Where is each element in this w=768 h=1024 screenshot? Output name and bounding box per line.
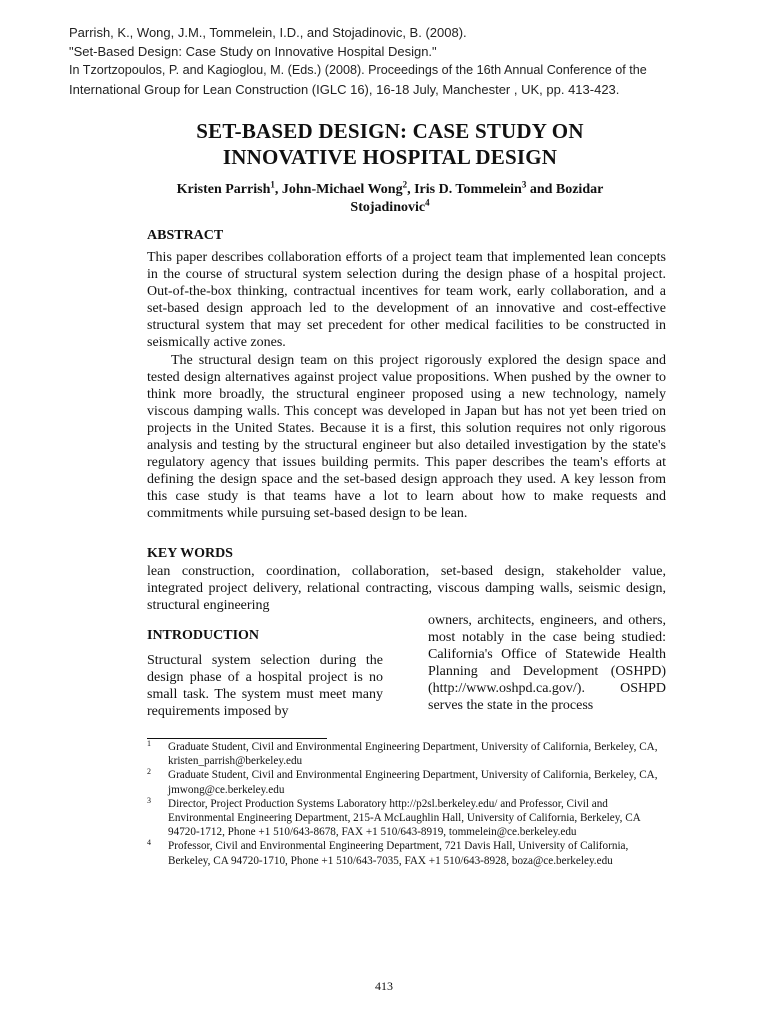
footnote-number: 1 [147, 739, 151, 748]
author-name: John-Michael Wong [281, 182, 403, 197]
author-name: Stojadinovic [350, 200, 426, 215]
footnote-number: 2 [147, 767, 151, 777]
author-affiliation-mark: 3 [521, 179, 527, 190]
author-affiliation-mark: 2 [402, 179, 408, 190]
footnotes [147, 740, 667, 868]
introduction-heading: INTRODUCTION [147, 628, 260, 643]
author-separator: , [407, 182, 415, 197]
footnote [147, 839, 667, 867]
author-name: Kristen Parrish [176, 182, 271, 197]
citation-line-4: International Group for Lean Construction (IGLC 16), 16-18 July, Manchester , UK, pp. 413-423. [69, 82, 620, 97]
citation-line-2: "Set-Based Design: Case Study on Innovative Hospital Design." [69, 44, 437, 59]
author-separator: , [274, 182, 282, 197]
footnote-number: 3 [147, 795, 151, 805]
introduction-right-column: owners, architects, engineers, and others, most notably in the case being studied: California's Office of Statewide Health Planning and Development (OSHPD)(http://www.oshpd.ca.gov/). OSHPD serves the state in the process [428, 613, 666, 714]
abstract-heading: ABSTRACT [147, 228, 224, 243]
footnote-divider [147, 738, 327, 739]
footnote [147, 797, 667, 840]
footnote-number: 4 [147, 838, 151, 848]
keywords-text: lean construction, coordination, collaboration, set-based design, stakeholder value, integrated project delivery, relational contracting, viscous damping walls, seismic design, structural engineering [147, 564, 666, 614]
footnote-text: Graduate Student, Civil and Environmental Engineering Department, University of California, Berkeley, CA, kristen_parrish@berkeley.edu [168, 741, 658, 768]
footnote [147, 768, 667, 796]
title-line-1: SET-BASED DESIGN: CASE STUDY ON [196, 119, 584, 143]
author-name: Iris D. Tommelein [414, 182, 522, 197]
author-list [130, 181, 650, 217]
author-separator: and Bozidar [526, 182, 604, 197]
paper-title [120, 118, 660, 170]
citation-line-3: In Tzortzopoulos, P. and Kagioglou, M. (Eds.) (2008). Proceedings of the 16th Annual Conference of the [69, 63, 647, 77]
footnote-text: Professor, Civil and Environmental Engineering Department, 721 Davis Hall, University of California, Berkeley, CA 94720-1710, Phone +1 510/643-7035, FAX +1 510/643-8928, boza@ce.berkeley.edu [168, 840, 629, 867]
footnote-text: Director, Project Production Systems Laboratory http://p2sl.berkeley.edu/ and Professor, Civil and Environmental Engineering Department, 215-A McLaughlin Hall, University of California, Berkeley, CA 94720-1712, Phone +1 510/643-8678, FAX +1 510/643-8919, tommelein@ce.berkeley.edu [168, 797, 641, 839]
abstract-paragraph-1: This paper describes collaboration efforts of a project team that implemented lean concepts in the course of structural system selection during the design phase of a hospital project. Out-of-the-box thinking, contractual incentives for team work, early collaboration, and a set-based design approach led to the development of an innovative and cost-effective structural system that may set precedent for other medical facilities to be constructed in seismically active zones. [147, 250, 666, 351]
citation-block [69, 23, 759, 99]
title-line-2: INNOVATIVE HOSPITAL DESIGN [222, 145, 558, 169]
keywords-heading: KEY WORDS [147, 546, 233, 561]
author-affiliation-mark: 4 [425, 197, 430, 208]
abstract-body [147, 249, 666, 523]
page-number: 413 [375, 979, 393, 993]
abstract-paragraph-2: The structural design team on this project rigorously explored the design space and tested design alternatives against project value propositions. When pushed by the owner to think more broadly, the structural engineer proposed using a new technology, namely viscous damping walls. This concept was developed in Japan but has not yet been tried on projects in the United States. Because it is a first, this solution requires not only rigorous analysis and testing by the structural engineer but also detailed investigation by the state's regulatory agency that issues building permits. This paper describes the team's efforts at defining the design space and the set-based design approach they used. A key lesson from this case study is that teams have a lot to learn about how to make requests and commitments while pursuing set-based design to be lean. [147, 352, 666, 522]
footnote [147, 740, 667, 768]
introduction-left-column: Structural system selection during the design phase of a hospital project is no small task. The system must meet many requirements imposed by [147, 653, 383, 720]
footnote-text: Graduate Student, Civil and Environmental Engineering Department, University of California, Berkeley, CA, jmwong@ce.berkeley.edu [168, 769, 658, 796]
author-affiliation-mark: 1 [270, 179, 275, 190]
citation-line-1: Parrish, K., Wong, J.M., Tommelein, I.D., and Stojadinovic, B. (2008). [69, 25, 467, 40]
